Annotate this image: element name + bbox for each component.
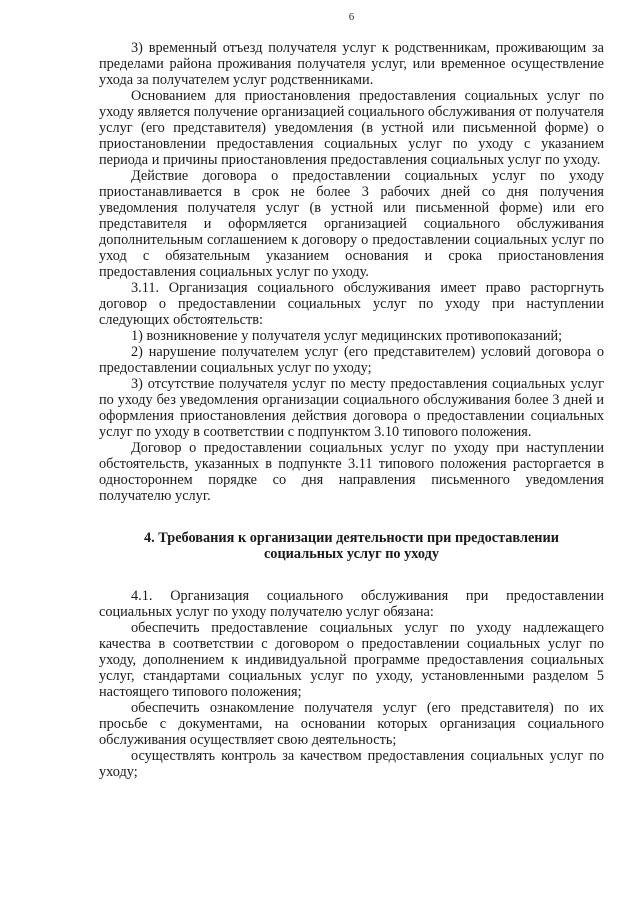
page-number: 6 (348, 11, 355, 23)
paragraph: Действие договора о предоставлении социальных услуг по уходу приостанавливается в срок не более 3 рабочих дней со дня получения уведомления получателя услуг (в устной или письменной форме) или его представителя и оформляется организацией социального обслуживания дополнительным соглашением к договору о предоставлении социальных услуг по уход с обязательным указанием основания и срока приостановления предоставления социальных услуг по уходу. (99, 168, 604, 280)
document-body (99, 40, 604, 780)
list-item: 3) отсутствие получателя услуг по месту предоставления социальных услуг по уходу без уведомления организации социального обслуживания более 3 дней и оформления приостановления действия договора о предоставлении социальных услуг по уходу в соответствии с подпунктом 3.10 типового положения. (99, 376, 604, 440)
paragraph: Основанием для приостановления предоставления социальных услуг по уходу является получение организацией социального обслуживания от получателя услуг (его представителя) уведомления (в устной или письменной форме) о приостановлении предоставления социальных услуг по уходу с указанием периода и причины приостановления предоставления социальных услуг по уходу. (99, 88, 604, 168)
section-heading-line: социальных услуг по уходу (263, 546, 440, 562)
list-item: 1) возникновение у получателя услуг медицинских противопоказаний; (131, 328, 563, 344)
section-heading (99, 530, 604, 562)
list-item: обеспечить предоставление социальных услуг по уходу надлежащего качества в соответствии с договором о предоставлении социальных услуг по уходу, дополнением к индивидуальной программе предоставления социальных услуг, стандартами социальных услуг по уходу, установленными разделом 5 настоящего типового положения; (99, 620, 604, 700)
paragraph: Договор о предоставлении социальных услуг по уходу при наступлении обстоятельств, указанных в подпункте 3.11 типового положения расторгается в одностороннем порядке со дня направления письменного уведомления получателю услуг. (99, 440, 604, 504)
paragraph: 3.11. Организация социального обслуживания имеет право расторгнуть договор о предоставлении социальных услуг по уходу при наступлении следующих обстоятельств: (99, 280, 604, 328)
paragraph: 3) временный отъезд получателя услуг к родственникам, проживающим за пределами района проживания получателя услуг, или временное осуществление ухода за получателем услуг родственниками. (99, 40, 604, 88)
list-item: обеспечить ознакомление получателя услуг (его представителя) по их просьбе с документами, на основании которых организация социального обслуживания осуществляет свою деятельность; (99, 700, 604, 748)
list-item: осуществлять контроль за качеством предоставления социальных услуг по уходу; (99, 748, 604, 780)
section-heading-line: 4. Требования к организации деятельности при предоставлении (143, 530, 560, 546)
paragraph: 4.1. Организация социального обслуживания при предоставлении социальных услуг по уходу получателю услуг обязана: (99, 588, 604, 620)
list-item: 2) нарушение получателем услуг (его представителем) условий договора о предоставлении социальных услуг по уходу; (99, 344, 604, 376)
